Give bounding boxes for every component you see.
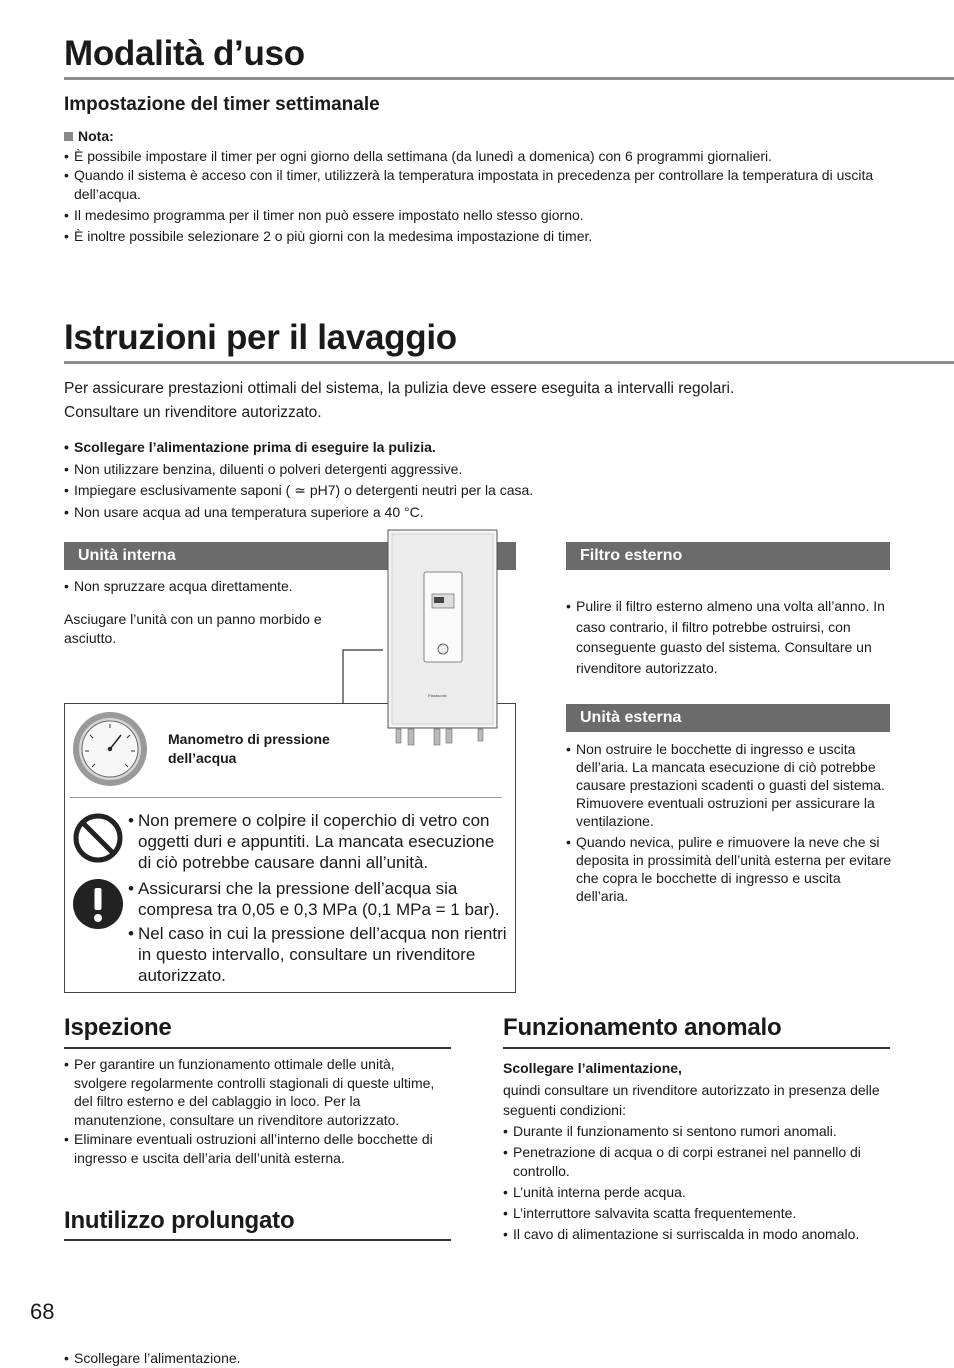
warning-list-1: [128, 810, 508, 873]
section-title: Istruzioni per il lavaggio: [64, 318, 457, 357]
page-number: 68: [30, 1299, 55, 1324]
unused-title: Inutilizzo prolungato: [64, 1207, 295, 1234]
timer-subtitle: Impostazione del timer settimanale: [64, 94, 380, 115]
list-item: • Penetrazione di acqua o di corpi estranei nel pannello di controllo.: [503, 1143, 888, 1181]
timer-notes: [64, 147, 894, 246]
outdoor-bar: Unità esterna: [566, 704, 890, 732]
abnormal-text: quindi consultare un rivenditore autorizzato in presenza delle seguenti condizioni:: [503, 1082, 880, 1118]
cleaning-bullets: [64, 437, 764, 523]
square-icon: [64, 132, 73, 141]
indoor-bar: Unità interna: [64, 542, 516, 570]
exclamation-icon: [72, 878, 124, 930]
list-item: • Il medesimo programma per il timer non può essere impostato nello stesso giorno.: [64, 206, 894, 225]
intro-line-1: Per assicurare prestazioni ottimali del sistema, la pulizia deve essere eseguita a intervalli regolari.: [64, 380, 735, 397]
list-item: • Impiegare esclusivamente saponi ( ≃ pH7) o detergenti neutri per la casa.: [64, 480, 764, 502]
note-label: Nota:: [78, 128, 114, 144]
abnormal-title: Funzionamento anomalo: [503, 1014, 782, 1041]
list-item: • Quando il sistema è acceso con il timer, utilizzerà la temperatura impostata in precedenza per controllare la temperatura di uscita dell’acqua.: [64, 166, 894, 204]
list-item: • L’interruttore salvavita scatta frequentemente.: [503, 1204, 888, 1223]
unused-rule: [64, 1239, 451, 1241]
list-item: • È inoltre possibile selezionare 2 o più giorni con la medesima impostazione di timer.: [64, 227, 894, 246]
outdoor-list: [566, 740, 892, 905]
gauge-icon: [72, 711, 148, 787]
abnormal-list: [503, 1122, 888, 1244]
page-title: Modalità d’uso: [64, 34, 305, 73]
list-item: • Eliminare eventuali ostruzioni all’interno delle bocchette di ingresso e uscita dell’aria dell’unità esterna.: [64, 1130, 449, 1167]
filter-text: • Pulire il filtro esterno almeno una volta all’anno. In caso contrario, il filtro potrebbe ostruirsi, con conseguente guasto del sistema. Consultare un rivenditore autorizzato.: [566, 596, 902, 678]
indoor-unit-illustration: [338, 528, 500, 750]
list-item: • Non usare acqua ad una temperatura superiore a 40 °C.: [64, 502, 764, 524]
title-rule: [64, 77, 954, 80]
note-heading: [64, 127, 114, 146]
list-item: • Nel caso in cui la pressione dell’acqua non rientri in questo intervallo, consultare un rivenditore autorizzato.: [128, 923, 508, 986]
prohibition-icon: [72, 812, 124, 864]
section-rule: [64, 361, 954, 364]
list-item: • L’unità interna perde acqua.: [503, 1183, 888, 1202]
list-item: • Quando nevica, pulire e rimuovere la neve che si deposita in prossimità dell’unità esterna per evitare che copra le bocchette di ingresso e uscita dell’aria.: [566, 833, 892, 905]
abnormal-rule: [503, 1047, 890, 1049]
list-item: • Non premere o colpire il coperchio di vetro con oggetti duri e appuntiti. La mancata esecuzione di ciò potrebbe causare danni all’unità.: [128, 810, 508, 873]
list-item: • È possibile impostare il timer per ogni giorno della settimana (da lunedì a domenica) con 6 programmi giornalieri.: [64, 147, 894, 166]
brand-logo: Panasonic: [428, 693, 447, 698]
list-item: • Assicurarsi che la pressione dell’acqua sia compresa tra 0,05 e 0,3 MPa (0,1 MPa = 1 bar).: [128, 878, 508, 920]
inspection-rule: [64, 1047, 451, 1049]
list-item: • Durante il funzionamento si sentono rumori anomali.: [503, 1122, 888, 1141]
inspection-title: Ispezione: [64, 1014, 172, 1041]
list-item: • Il cavo di alimentazione si surriscalda in modo anomalo.: [503, 1225, 888, 1244]
abnormal-bold: Scollegare l’alimentazione,: [503, 1060, 682, 1076]
list-item: • Scollegare l’alimentazione prima di eseguire la pulizia.: [64, 437, 764, 459]
indoor-bullet: • Non spruzzare acqua direttamente.: [64, 577, 954, 596]
filter-bar: Filtro esterno: [566, 542, 890, 570]
unused-bullet: • Scollegare l’alimentazione.: [64, 1349, 954, 1368]
list-item: • Per garantire un funzionamento ottimale delle unità, svolgere regolarmente controlli stagionali di queste ultime, del filtro esterno e del cablaggio in loco. Per la manutenzione, consultare un rivenditore autorizzato.: [64, 1055, 449, 1129]
indoor-text: Asciugare l’unità con un panno morbido e asciutto.: [64, 611, 322, 646]
gauge-label: Manometro di pressione dell’acqua: [168, 731, 330, 766]
list-item: • Non utilizzare benzina, diluenti o polveri detergenti aggressive.: [64, 459, 764, 481]
inspection-list: [64, 1055, 449, 1167]
divider: [70, 797, 502, 798]
intro-line-2: Consultare un rivenditore autorizzato.: [64, 404, 322, 421]
list-item: • Non ostruire le bocchette di ingresso e uscita dell’aria. La mancata esecuzione di ciò potrebbe causare prestazioni scadenti o guasti del sistema. Rimuovere eventuali ostruzioni per assicurare la ventilazione.: [566, 740, 892, 830]
warning-list-2: [128, 878, 508, 986]
